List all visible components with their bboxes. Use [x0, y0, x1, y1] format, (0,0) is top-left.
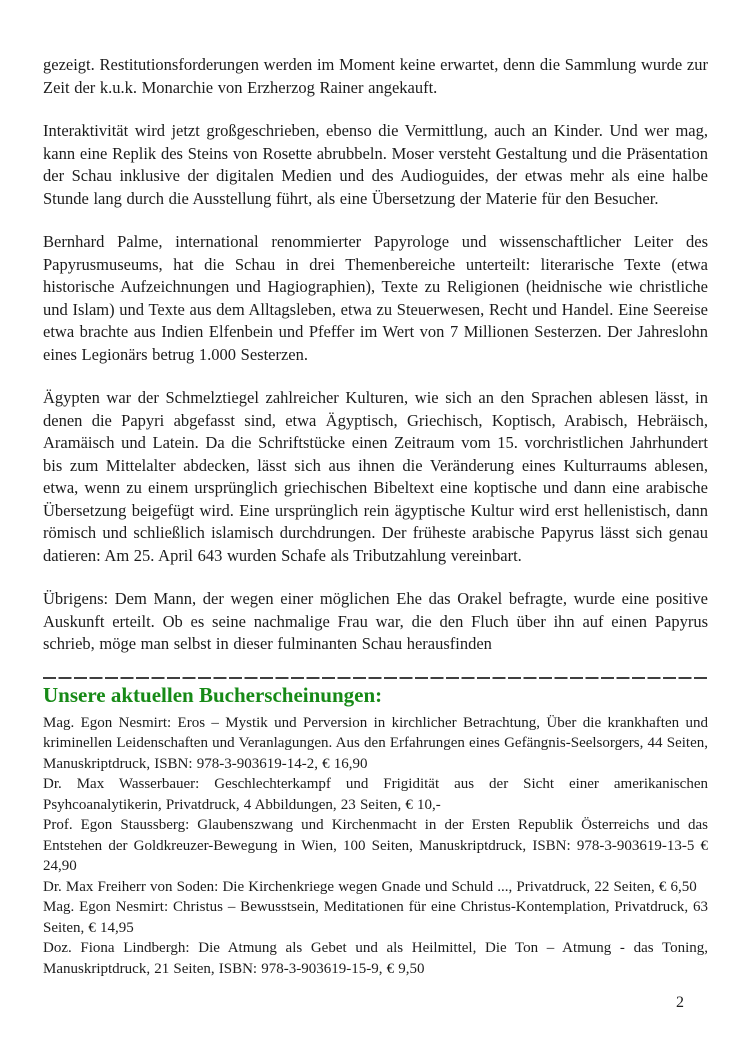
book-entry: Dr. Max Wasserbauer: Geschlechterkampf und Frigidität aus der Sicht einer amerikanischen Psyhcoanalytikerin, Privatdruck, 4 Abbildungen, 23 Seiten, € 10,-	[43, 776, 708, 813]
books-section-heading: Unsere aktuellen Bucherscheinungen:	[43, 682, 383, 707]
page-number: 2	[676, 994, 684, 1011]
paragraph: Interaktivität wird jetzt großgeschrieben, ebenso die Vermittlung, auch an Kinder. Und wer mag, kann eine Replik des Steins von Rosette abrubbeln. Moser versteht Gestaltung und die Präsentation der Schau inklusive der digitalen Medien und des Audioguides, der etwas mehr als eine halbe Stunde lang durch die Ausstellung führt, als eine Übersetzung der Materie für den Besucher.	[43, 121, 708, 208]
paragraph: Ägypten war der Schmelztiegel zahlreicher Kulturen, wie sich an den Sprachen ablesen lässt, in denen die Papyri abgefasst sind, etwa Ägyptisch, Griechisch, Koptisch, Arabisch, Hebräisch, Aramäisch und Latein. Da die Schriftstücke einen Zeitraum vom 15. vorchristlichen Jahrhundert bis zum Mittelalter abdecken, lässt sich aus ihnen die Veränderung eines Kulturraums ablesen, etwa, wenn zu einem ursprünglich griechischen Bibeltext eine koptische und dann eine arabische Übersetzung beigefügt wird. Eine ursprünglich rein ägyptische Kultur wird erst hellenistisch, dann römisch und schließlich islamisch durchdrungen. Der früheste arabische Papyrus lässt sich genau datieren: Am 25. April 643 wurden Schafe als Tributzahlung vereinbart.	[43, 388, 708, 565]
book-list	[43, 713, 708, 980]
section-divider	[43, 677, 708, 679]
book-entry: Prof. Egon Staussberg: Glaubenszwang und Kirchenmacht in der Ersten Republik Österreichs und das Entstehen der Goldkreuzer-Bewegung in Wien, 100 Seiten, Manuskriptdruck, ISBN: 978-3-903619-13-5 € 24,90	[43, 817, 708, 874]
book-entry: Mag. Egon Nesmirt: Christus – Bewusstsein, Meditationen für eine Christus-Kontemplation, Privatdruck, 63 Seiten, € 14,95	[43, 899, 708, 936]
paragraph: gezeigt. Restitutionsforderungen werden im Moment keine erwartet, denn die Sammlung wurde zur Zeit der k.u.k. Monarchie von Erzherzog Rainer angekauft.	[43, 55, 708, 97]
page-content	[43, 54, 708, 979]
paragraph: Übrigens: Dem Mann, der wegen einer möglichen Ehe das Orakel befragte, wurde eine positive Auskunft erteilt. Ob es seine nachmalige Frau war, die den Fluch über ihn auf einen Papyrus schrieb, möge man selbst in dieser fulminanten Schau herausfinden	[43, 589, 708, 653]
book-entry: Mag. Egon Nesmirt: Eros – Mystik und Perversion in kirchlicher Betrachtung, Über die krankhaften und kriminellen Leidenschaften und Veranlagungen. Aus den Erfahrungen eines Gefängnis-Seelsorgers, 44 Seiten, Manuskriptdruck, ISBN: 978-3-903619-14-2, € 16,90	[43, 714, 708, 772]
paragraph: Bernhard Palme, international renommierter Papyrologe und wissenschaftlicher Leiter des Papyrusmuseums, hat die Schau in drei Themenbereiche unterteilt: literarische Texte (etwa historische Aufzeichnungen und Hagiographien), Texte zu Religionen (heidnische wie christliche und Islam) und Texte aus dem Alltagsleben, etwa zu Steuerwesen, Recht und Handel. Eine Seereise etwa brachte aus Indien Elfenbein und Pfeffer im Wert von 7 Millionen Sesterzen. Der Jahreslohn eines Legionärs betrug 1.000 Sesterzen.	[43, 232, 708, 364]
book-entry: Dr. Max Freiherr von Soden: Die Kirchenkriege wegen Gnade und Schuld ..., Privatdruck, 22 Seiten, € 6,50	[43, 878, 697, 895]
book-entry: Doz. Fiona Lindbergh: Die Atmung als Gebet und als Heilmittel, Die Ton – Atmung - das Toning, Manuskriptdruck, 21 Seiten, ISBN: 978-3-903619-15-9, € 9,50	[43, 940, 708, 977]
